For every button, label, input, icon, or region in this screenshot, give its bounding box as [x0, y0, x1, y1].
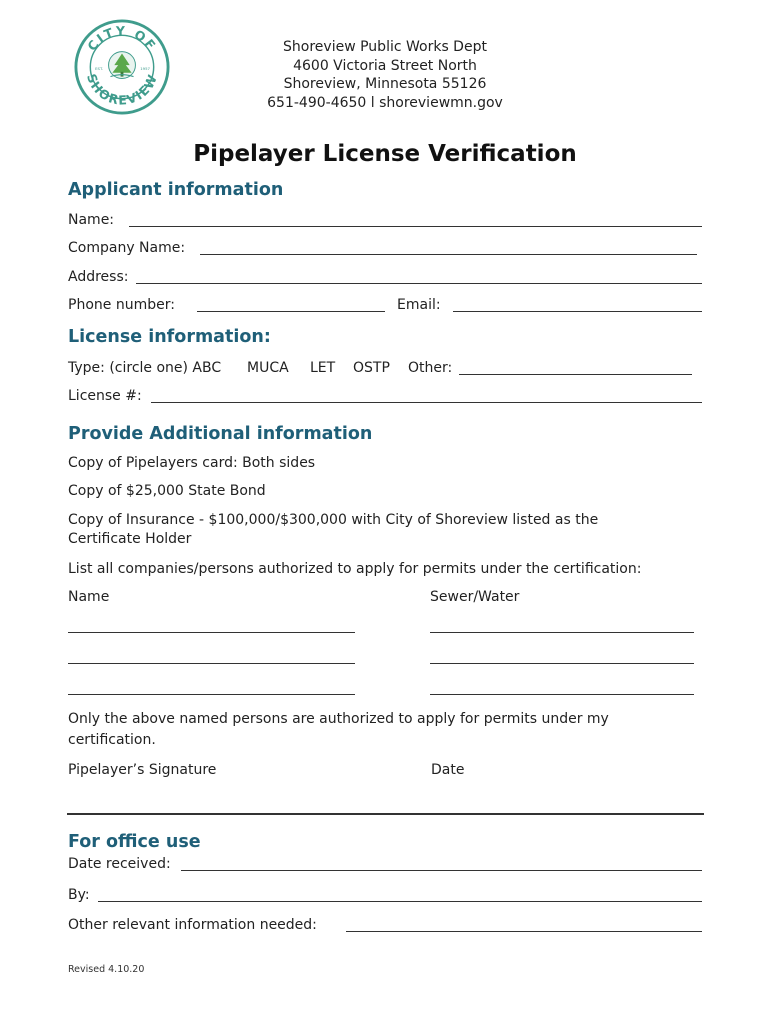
- requirement-pipelayer-card: Copy of Pipelayers card: Both sides: [68, 455, 316, 471]
- authorized-name-field-2[interactable]: [68, 663, 355, 664]
- other-info-label: Other relevant information needed:: [68, 917, 317, 933]
- license-type-muca[interactable]: MUCA: [247, 360, 289, 376]
- logo-est-label: EST.: [95, 65, 104, 71]
- signature-label: Pipelayer’s Signature: [68, 762, 217, 778]
- by-label: By:: [68, 887, 90, 903]
- requirement-insurance-cont: Certificate Holder: [68, 531, 192, 547]
- other-info-field[interactable]: [346, 931, 702, 932]
- city-of-shoreview-logo: [74, 19, 170, 115]
- address-field[interactable]: [136, 283, 702, 284]
- logo-top-text: CITY OF: [84, 23, 160, 54]
- license-number-field[interactable]: [151, 402, 702, 403]
- by-field[interactable]: [98, 901, 702, 902]
- column-name: Name: [68, 589, 110, 605]
- license-number-label: License #:: [68, 388, 142, 404]
- requirement-state-bond: Copy of $25,000 State Bond: [68, 483, 266, 499]
- date-received-field[interactable]: [181, 870, 702, 871]
- license-heading: License information:: [68, 327, 271, 347]
- section-divider: [67, 813, 704, 815]
- authorized-name-field-3[interactable]: [68, 694, 355, 695]
- tree-icon: [109, 52, 136, 79]
- sewer-water-field-2[interactable]: [430, 663, 694, 664]
- page-title: Pipelayer License Verification: [193, 141, 577, 167]
- license-type-let[interactable]: LET: [310, 360, 336, 376]
- sewer-water-field-3[interactable]: [430, 694, 694, 695]
- company-label: Company Name:: [68, 240, 186, 256]
- logo-year-label: 1957: [140, 65, 150, 71]
- city-state-zip: Shoreview, Minnesota 55126: [283, 76, 487, 92]
- authorization-statement-cont: certification.: [68, 732, 156, 748]
- email-label: Email:: [397, 297, 441, 313]
- applicant-heading: Applicant information: [68, 180, 284, 200]
- company-field[interactable]: [200, 254, 697, 255]
- name-label: Name:: [68, 212, 115, 228]
- additional-heading: Provide Additional information: [68, 424, 373, 444]
- requirement-insurance: Copy of Insurance - $100,000/$300,000 with City of Shoreview listed as the: [68, 512, 599, 528]
- email-field[interactable]: [453, 311, 702, 312]
- office-use-heading: For office use: [68, 832, 201, 852]
- other-label: Other:: [408, 360, 453, 376]
- other-type-field[interactable]: [459, 374, 692, 375]
- name-field[interactable]: [129, 226, 702, 227]
- revision-date: Revised 4.10.20: [68, 964, 145, 975]
- authorized-name-field-1[interactable]: [68, 632, 355, 633]
- sewer-water-field-1[interactable]: [430, 632, 694, 633]
- phone-website: 651-490-4650 l shoreviewmn.gov: [267, 94, 503, 111]
- date-received-label: Date received:: [68, 856, 171, 872]
- column-sewer-water: Sewer/Water: [430, 589, 520, 605]
- phone-field[interactable]: [197, 311, 385, 312]
- logo-bottom-text: SHOREVIEW: [83, 71, 161, 108]
- dept-name: Shoreview Public Works Dept: [283, 39, 487, 55]
- authorization-statement: Only the above named persons are authorized to apply for permits under my: [68, 711, 609, 727]
- date-label: Date: [431, 762, 465, 778]
- license-type-ostp[interactable]: OSTP: [353, 360, 390, 376]
- license-type-label[interactable]: Type: (circle one) ABC: [68, 360, 222, 376]
- phone-label: Phone number:: [68, 297, 175, 313]
- street-address: 4600 Victoria Street North: [293, 57, 477, 74]
- list-instruction: List all companies/persons authorized to apply for permits under the certification:: [68, 561, 642, 577]
- address-label: Address:: [68, 269, 129, 285]
